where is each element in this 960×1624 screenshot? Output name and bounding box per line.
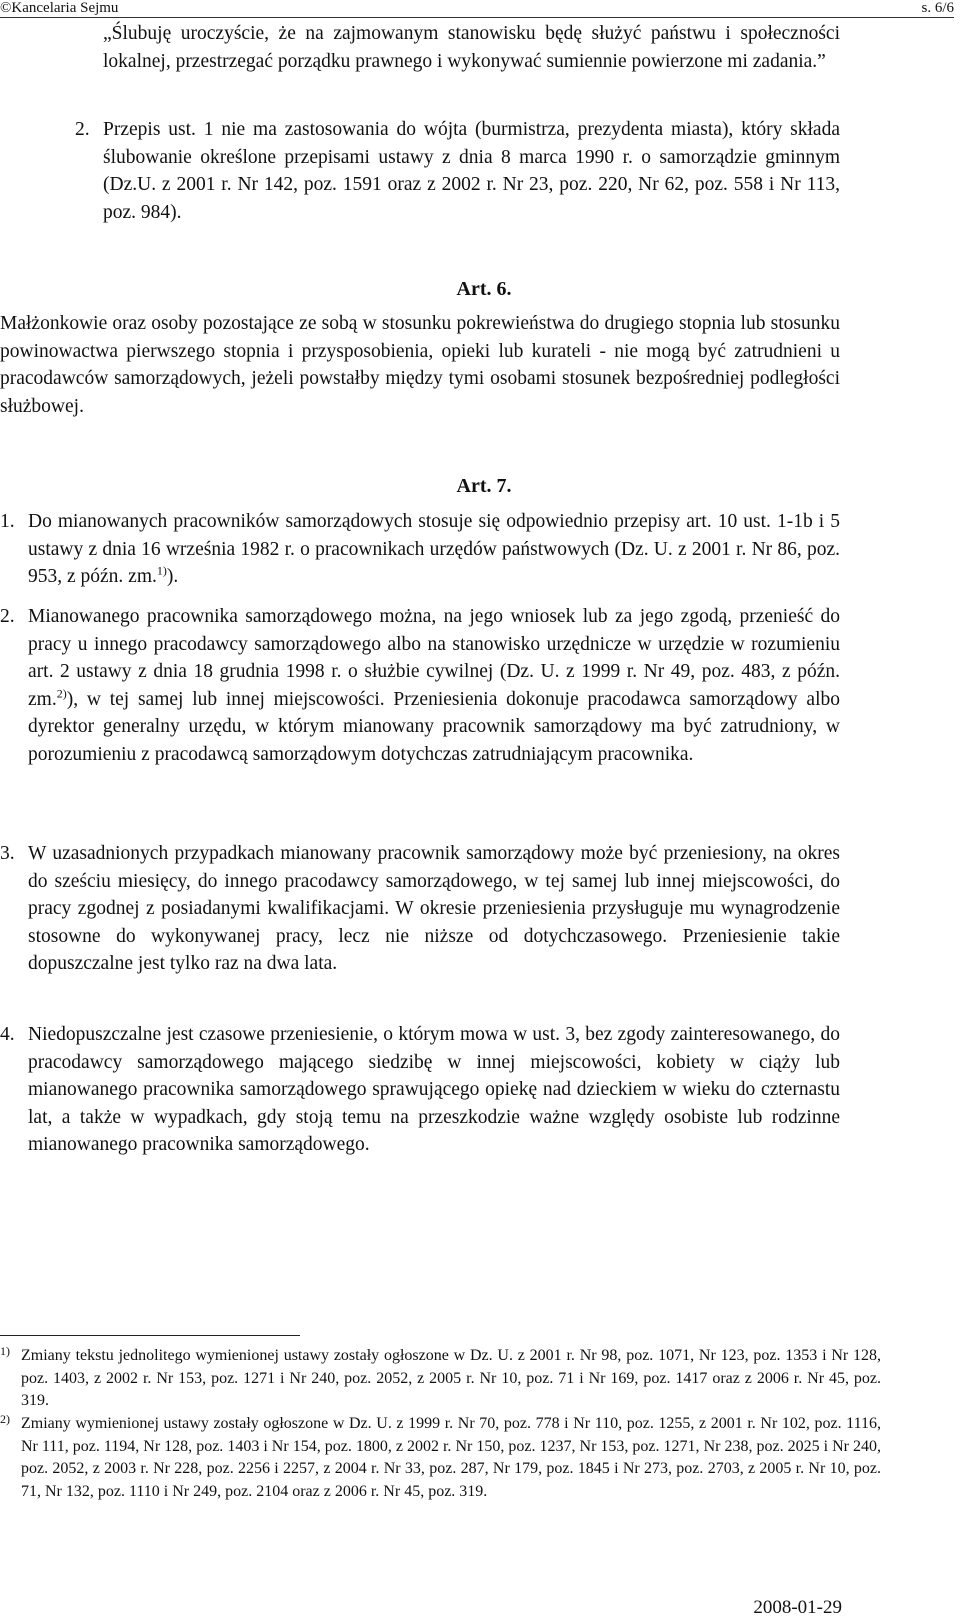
page-header [0,0,960,20]
header-publisher: ©Kancelaria Sejmu [0,0,119,16]
article-7-item-3 [0,840,840,978]
footnote-ref: 1) [156,563,167,578]
item-text: Do mianowanych pracowników samorządowych stosuje się odpowiednio przepisy art. 10 ust. 1-1b i 5 ustawy z dnia 16 września 1982 r. o pracownikach urzędów państwowych (Dz. U. z 2001 r. Nr 86, poz. 953, z późn. zm. [28,511,840,587]
item-text-tail: ), w tej samej lub innej miejscowości. Przeniesienia dokonuje pracodawca samorządowy albo dyrektor generalny urzędu, w którym mianowany pracownik samorządowy ma być zatrudniony, w porozumieniu z pracodawcą samorządowym dotychczas zatrudniającym pracownika. [28,688,840,765]
article-7-item-2 [0,603,840,768]
footnote-separator [0,1335,300,1336]
item-number: 4. [0,1024,15,1045]
item-number: 2. [75,119,90,140]
item-text: Przepis ust. 1 nie ma zastosowania do wójta (burmistrza, prezydenta miasta), który składa ślubowanie określone przepisami ustawy z dnia 8 marca 1990 r. o samorządzie gminnym (Dz.U. z 2001 r. Nr 142, poz. 1591 oraz z 2002 r. Nr 23, poz. 220, Nr 62, poz. 558 i Nr 113, poz. 984). [103,119,840,223]
article-7-item-4 [0,1021,840,1159]
oath-text: „Ślubuję uroczyście, że na zajmowanym stanowisku będę służyć państwu i społeczności lokalnej, przestrzegać porządku prawnego i wykonywać sumiennie powierzone mi zadania.” [103,23,840,72]
footnote-ref: 2) [56,686,67,700]
footer-date: 2008-01-29 [753,1597,842,1618]
article-6-text: Małżonkowie oraz osoby pozostające ze sobą w stosunku pokrewieństwa do drugiego stopnia lub stosunku powinowactwa pierwszego stopnia i przysposobienia, opieki lub kurateli - nie mogą być zatrudnieni u pracodawców samorządowych, jeżeli powstałby między tymi osobami stosunek bezpośredniej podległości służbowej. [0,313,840,417]
header-rule [0,17,954,18]
header-page-number: s. 6/6 [921,0,954,16]
intro-item-2 [75,116,840,226]
footnote-2 [0,1412,881,1503]
item-number: 2. [0,606,15,627]
article-6-title: Art. 6. [456,278,512,300]
item-text: Mianowanego pracownika samorządowego można, na jego wniosek lub za jego zgodą, przenieść do pracy u innego pracodawcy samorządowego albo na stanowisko urzędnicze w urzędzie w rozumieniu art. 2 ustawy z dnia 18 grudnia 1998 r. o służbie cywilnej (Dz. U. z 1999 r. Nr 49, poz. 483, z późn. zm. [28,606,840,710]
item-text: W uzasadnionych przypadkach mianowany pracownik samorządowy może być przeniesiony, na okres do sześciu miesięcy, do innego pracodawcy samorządowego, w tej samej lub innej miejscowości, do pracy zgodnej z posiadanymi kwalifikacjami. W okresie przeniesienia przysługuje mu wynagrodzenie stosowne do wykonywanej pracy, lecz nie niższe od dotychczasowego. Przeniesienie takie dopuszczalne jest tylko raz na dwa lata. [28,843,840,974]
item-number: 1. [0,511,15,532]
item-text-tail: ). [166,566,179,587]
item-number: 3. [0,843,15,864]
footnote-text: Zmiany tekstu jednolitego wymienionej ustawy zostały ogłoszone w Dz. U. z 2001 r. Nr 98, poz. 1071, Nr 123, poz. 1353 i Nr 128, poz. 1403, z 2002 r. Nr 153, poz. 1271 i Nr 240, poz. 2052, z 2005 r. Nr 10, poz. 71 i Nr 169, poz. 1417 oraz z 2006 r. Nr 45, poz. 319. [21,1347,881,1409]
footnote-1 [0,1344,881,1413]
item-text: Niedopuszczalne jest czasowe przeniesienie, o którym mowa w ust. 3, bez zgody zainteresowanego, do pracodawcy samorządowego mającego siedzibę w innej miejscowości, kobiety w ciąży lub mianowanego pracownika samorządowego sprawującego opiekę nad dzieckiem w wieku do czternastu lat, a także w wypadkach, gdy stoją temu na przeszkodzie ważne względy osobiste lub rodzinne mianowanego pracownika samorządowego. [28,1024,840,1155]
footnote-marker: 1) [0,1344,10,1358]
footnote-text: Zmiany wymienionej ustawy zostały ogłoszone w Dz. U. z 1999 r. Nr 70, poz. 778 i Nr 110, poz. 1255, z 2001 r. Nr 102, poz. 1116, Nr 111, poz. 1194, Nr 128, poz. 1403 i Nr 154, poz. 1800, z 2002 r. Nr 150, poz. 1237, Nr 153, poz. 1271, Nr 238, poz. 2025 i Nr 240, poz. 2052, z 2003 r. Nr 228, poz. 2256 i 2257, z 2004 r. Nr 33, poz. 287, Nr 179, poz. 1845 i Nr 273, poz. 2703, z 2005 r. Nr 10, poz. 71, Nr 132, poz. 1110 i Nr 249, poz. 2104 oraz z 2006 r. Nr 45, poz. 319. [21,1415,881,1500]
footnote-marker: 2) [0,1412,10,1426]
article-7-item-1 [0,508,840,591]
article-7-title: Art. 7. [456,475,512,497]
